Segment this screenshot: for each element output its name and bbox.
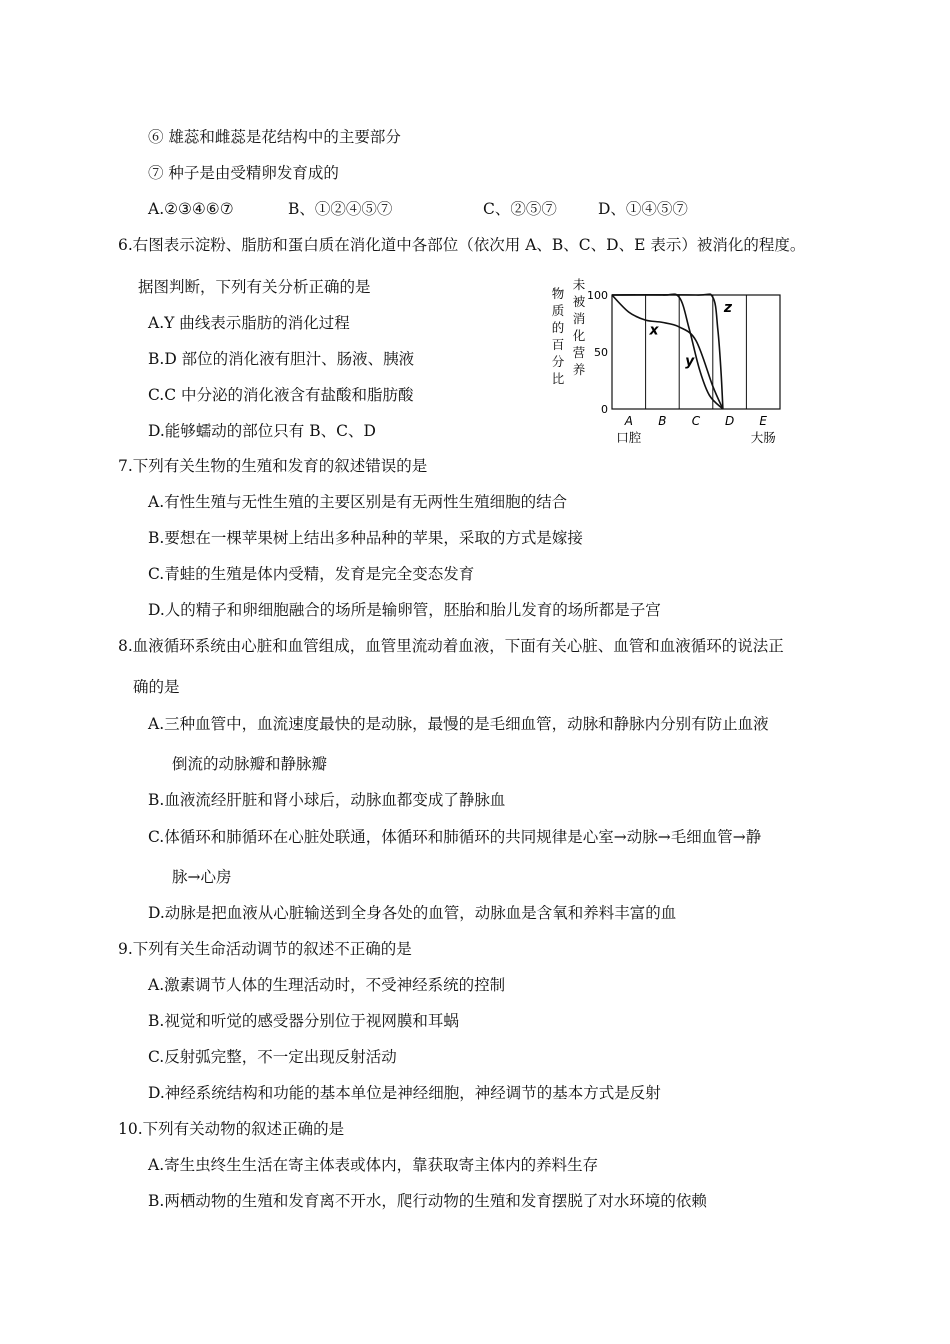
x-sublabel-E: 大肠 [750, 430, 776, 445]
q6-option-b[interactable]: B.D 部位的消化液有胆汁、肠液、胰液 [148, 350, 415, 368]
chart-frame [612, 295, 780, 409]
x-tick-label-E: E [759, 414, 767, 428]
y-axis-label-char: 化 [572, 328, 586, 343]
x-tick-label-C: C [691, 414, 701, 428]
q6-stem: 6.右图表示淀粉、脂肪和蛋白质在消化道中各部位（依次用 A、B、C、D、E 表示）被消化的程度。 [118, 236, 806, 254]
q5-option-b[interactable]: B、①②④⑤⑦ [288, 200, 393, 218]
statement-6: ⑥ 雄蕊和雌蕊是花结构中的主要部分 [148, 128, 401, 146]
q10-option-a[interactable]: A.寄生虫终生生活在寄主体表或体内，靠获取寄主体内的养料生存 [148, 1156, 599, 1174]
q8-option-c-cont: 脉→心房 [172, 868, 232, 886]
x-tick-label-D: D [724, 414, 735, 428]
q10-option-b[interactable]: B.两栖动物的生殖和发育离不开水，爬行动物的生殖和发育摆脱了对水环境的依赖 [148, 1192, 707, 1210]
q7-option-d[interactable]: D.人的精子和卵细胞融合的场所是输卵管，胚胎和胎儿发育的场所都是子宫 [148, 601, 661, 619]
q8-option-a-cont: 倒流的动脉瓣和静脉瓣 [172, 755, 328, 773]
q5-option-d[interactable]: D、①④⑤⑦ [598, 200, 688, 218]
q7-option-c[interactable]: C.青蛙的生殖是体内受精，发育是完全变态发育 [148, 565, 475, 583]
y-axis-label-char: 未 [572, 278, 586, 292]
q8-stem: 8.血液循环系统由心脏和血管组成，血管里流动着血液，下面有关心脏、血管和血液循环的说法正 [118, 637, 784, 655]
y-axis-label-char: 比 [551, 371, 565, 386]
q8-option-c[interactable]: C.体循环和肺循环在心脏处联通，体循环和肺循环的共同规律是心室→动脉→毛细血管→静 [148, 828, 762, 846]
q5-option-a[interactable]: A.②③④⑥⑦ [148, 200, 234, 218]
series-line-x [612, 295, 723, 409]
q6-option-c[interactable]: C.C 中分泌的消化液含有盐酸和脂肪酸 [148, 386, 414, 404]
q5-option-c[interactable]: C、②⑤⑦ [483, 200, 557, 218]
y-axis-label-char: 养 [572, 362, 586, 377]
y-axis-label-char: 营 [572, 345, 586, 360]
y-axis-label-char: 被 [572, 294, 586, 309]
q9-option-d[interactable]: D.神经系统结构和功能的基本单位是神经细胞，神经调节的基本方式是反射 [148, 1084, 661, 1102]
q8-option-b[interactable]: B.血液流经肝脏和肾小球后，动脉血都变成了静脉血 [148, 791, 506, 809]
q7-option-a[interactable]: A.有性生殖与无性生殖的主要区别是有无两性生殖细胞的结合 [148, 493, 568, 511]
y-tick-label: 50 [594, 346, 608, 359]
series-label-x: x [649, 322, 659, 339]
q6-option-d[interactable]: D.能够蠕动的部位只有 B、C、D [148, 422, 376, 440]
y-tick-label: 0 [601, 403, 608, 416]
q8-option-d[interactable]: D.动脉是把血液从心脏输送到全身各处的血管，动脉血是含氧和养料丰富的血 [148, 904, 677, 922]
q6-stem-2: 据图判断，下列有关分析正确的是 [138, 278, 371, 296]
q8-option-a[interactable]: A.三种血管中，血流速度最快的是动脉，最慢的是毛细血管，动脉和静脉内分别有防止血液 [148, 715, 769, 733]
q9-option-c[interactable]: C.反射弧完整，不一定出现反射活动 [148, 1048, 397, 1066]
y-axis-label-char: 质 [551, 303, 565, 318]
y-axis-label-char: 消 [572, 311, 586, 326]
q7-option-b[interactable]: B.要想在一棵苹果树上结出多种品种的苹果，采取的方式是嫁接 [148, 529, 583, 547]
y-axis-label-char: 百 [551, 337, 565, 352]
q10-stem: 10.下列有关动物的叙述正确的是 [118, 1120, 345, 1138]
q9-option-a[interactable]: A.激素调节人体的生理活动时，不受神经系统的控制 [148, 976, 506, 994]
y-axis-label-char: 分 [551, 354, 565, 369]
x-tick-label-A: A [624, 414, 633, 428]
y-axis-label-char: 物 [551, 286, 565, 301]
x-sublabel-A: 口腔 [616, 430, 642, 445]
series-label-y: y [685, 353, 695, 370]
statement-7: ⑦ 种子是由受精卵发育成的 [148, 164, 339, 182]
y-axis-label-char: 的 [551, 320, 565, 335]
digestion-chart [540, 278, 790, 453]
q9-stem: 9.下列有关生命活动调节的叙述不正确的是 [118, 940, 412, 958]
y-tick-label: 100 [587, 289, 608, 302]
q9-option-b[interactable]: B.视觉和听觉的感受器分别位于视网膜和耳蜗 [148, 1012, 459, 1030]
series-label-z: z [723, 300, 732, 317]
q8-stem-2: 确的是 [133, 678, 180, 696]
q6-option-a[interactable]: A.Y 曲线表示脂肪的消化过程 [148, 314, 350, 332]
x-tick-label-B: B [658, 414, 667, 428]
q7-stem: 7.下列有关生物的生殖和发育的叙述错误的是 [118, 457, 428, 475]
